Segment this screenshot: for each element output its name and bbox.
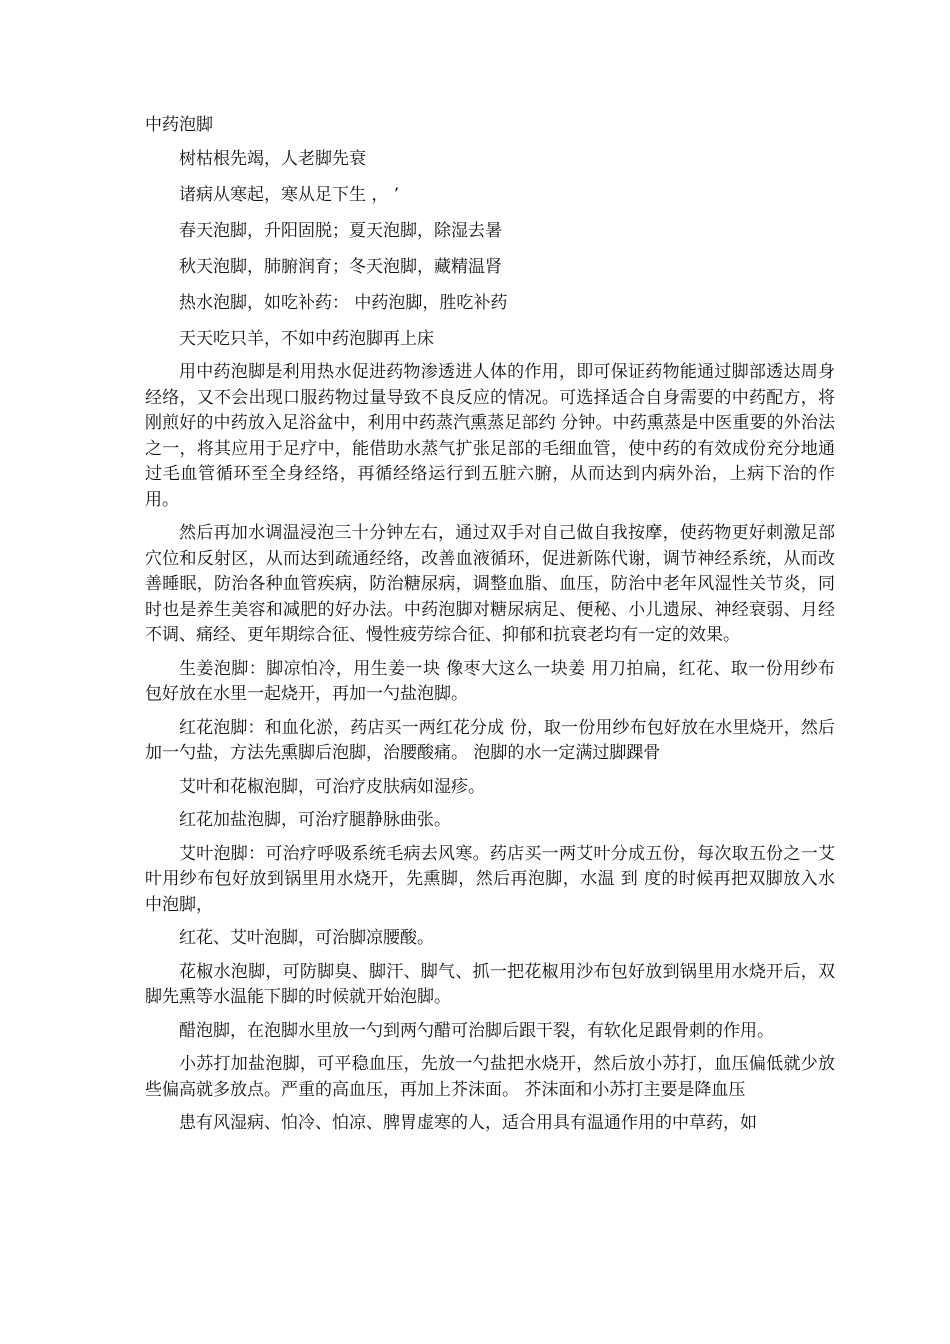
verse-line: 秋天泡脚，肺腑润育；冬天泡脚，藏精温肾 (179, 257, 502, 277)
body-paragraph: 小苏打加盐泡脚，可平稳血压，先放一勺盐把水烧开，然后放小苏打，血压偏低就少放些偏高就多放点。严重的高血压，再加上芥沫面。 芥沫面和小苏打主要是降血压 (145, 1054, 835, 1100)
document-page (145, 110, 835, 1145)
body-paragraph: 然后再加水调温浸泡三十分钟左右，通过双手对自己做自我按摩，使药物更好刺激足部穴位和反射区，从而达到疏通经络，改善血液循环，促进新陈代谢，调节神经系统，从而改善睡眠，防治各种血管疾病，防治糖尿病，调整血脂、血压，防治中老年风湿性关节炎，同时也是养生美容和减肥的好办法。中药泡脚对糖尿病足、便秘、小儿遗尿、神经衰弱、月经不调、痛经、更年期综合征、慢性疲劳综合征、抑郁和抗衰老均有一定的效果。 (145, 523, 835, 645)
verse-line: 热水泡脚，如吃补药： 中药泡脚，胜吃补药 (179, 293, 508, 313)
body-paragraph: 红花加盐泡脚，可治疗腿静脉曲张。 (179, 810, 451, 830)
verse-line: 诸病从寒起，寒从足下生 ， ’ (179, 185, 400, 205)
body-paragraph: 艾叶和花椒泡脚，可治疗皮肤病如湿疹。 (179, 776, 485, 797)
body-paragraph: 生姜泡脚：脚凉怕冷，用生姜一块 像枣大这么一块姜 用刀拍扁，红花、取一份用纱布包好放在水里一起烧开，再加一勺盐泡脚。 (145, 658, 835, 704)
body-paragraph: 用中药泡脚是利用热水促进药物渗透进人体的作用，即可保证药物能通过脚部透达周身经络，又不会出现口服药物过量导致不良反应的情况。可选择适合自身需要的中药配方，将刚煎好的中药放入足浴盆中，利用中药蒸汽熏蒸足部约 分钟。中药熏蒸是中医重要的外治法之一，将其应用于足疗中，能借助水蒸气扩张足部的毛细血管，使中药的有效成份充分地通过毛血管循环至全身经络，再循经络运行到五脏六腑，从而达到内病外治，上病下治的作用。 (145, 362, 835, 510)
document-title: 中药泡脚 (145, 115, 213, 135)
verse-line: 春天泡脚，升阳固脱；夏天泡脚，除湿去暑 (179, 221, 502, 241)
verse-line: 树枯根先竭，人老脚先衰 (179, 149, 366, 169)
verse-line: 天天吃只羊，不如中药泡脚再上床 (179, 329, 434, 349)
body-paragraph: 红花泡脚：和血化淤，药店买一两红花分成 份，取一份用纱布包好放在水里烧开，然后加一勺盐，方法先熏脚后泡脚，治腰酸痛。 泡脚的水一定满过脚踝骨 (145, 717, 835, 763)
body-paragraph: 患有风湿病、怕冷、怕凉、脾胃虚寒的人，适合用具有温通作用的中草药，如 (179, 1113, 757, 1133)
body-paragraph: 花椒水泡脚，可防脚臭、脚汗、脚气、抓一把花椒用沙布包好放到锅里用水烧开后，双脚先熏等水温能下脚的时候就开始泡脚。 (145, 961, 835, 1007)
body-paragraph: 艾叶泡脚：可治疗呼吸系统毛病去风寒。药店买一两艾叶分成五份，每次取五份之一艾叶用纱布包好放到锅里用水烧开，先熏脚，然后再泡脚，水温 到 度的时候再把双脚放入水中泡脚， (145, 843, 835, 915)
body-paragraph: 红花、艾叶泡脚，可治脚凉腰酸。 (179, 928, 434, 948)
body-paragraph: 醋泡脚，在泡脚水里放一勺到两勺醋可治脚后跟干裂，有软化足跟骨刺的作用。 (179, 1020, 774, 1041)
